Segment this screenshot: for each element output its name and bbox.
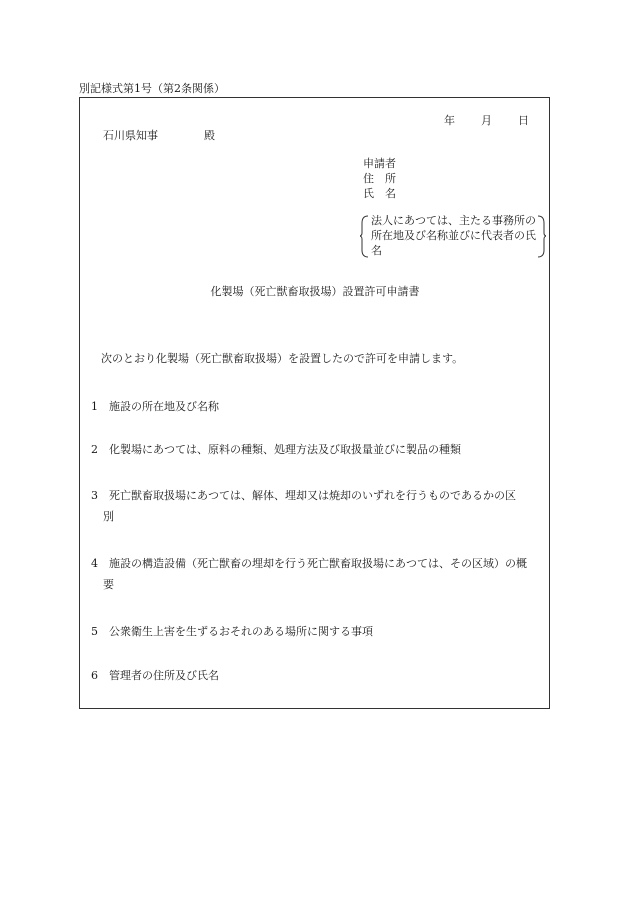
document-title: 化製場（死亡獣畜取扱場）設置許可申請書 <box>210 285 420 298</box>
addressee-name: 石川県知事 <box>103 129 158 142</box>
item-text-continuation: 別 <box>103 510 114 523</box>
item-number: 6 <box>91 669 98 682</box>
corporate-note <box>360 213 546 257</box>
item-text: 公衆衛生上害を生ずるおそれのある場所に関する事項 <box>109 625 373 638</box>
list-item <box>91 485 543 527</box>
date-line <box>0 112 529 128</box>
item-text: 施設の構造設備（死亡獣畜の埋却を行う死亡獣畜取扱場にあつては、その区域）の概 <box>109 557 527 570</box>
list-item <box>91 439 543 460</box>
form-number-label: 別記様式第1号（第2条関係） <box>79 82 225 95</box>
list-item <box>91 396 543 417</box>
item-number: 3 <box>91 489 98 502</box>
list-item <box>91 665 543 686</box>
corporate-note-text: 法人にあつては、主たる事務所の所在地及び名称並びに代表者の氏名 <box>371 214 536 257</box>
list-item <box>91 553 543 595</box>
date-day-label: 日 <box>518 114 529 127</box>
item-text-continuation: 要 <box>103 578 114 591</box>
date-month-label: 月 <box>481 114 492 127</box>
applicant-block <box>363 156 396 201</box>
item-number: 1 <box>91 400 98 413</box>
item-number: 2 <box>91 443 98 456</box>
item-number: 5 <box>91 625 98 638</box>
item-number: 4 <box>91 557 98 570</box>
item-text: 死亡獣畜取扱場にあつては、解体、埋却又は焼却のいずれを行うものであるかの区 <box>109 489 516 502</box>
intro-sentence: 次のとおり化製場（死亡獣畜取扱場）を設置したので許可を申請します。 <box>101 352 464 365</box>
addressee-honorific: 殿 <box>204 129 215 142</box>
address-label: 住 所 <box>363 172 396 185</box>
name-label: 氏 名 <box>363 187 396 200</box>
item-text: 管理者の住所及び氏名 <box>109 669 219 682</box>
date-year-label: 年 <box>444 114 455 127</box>
item-text: 化製場にあつては、原料の種類、処理方法及び取扱量並びに製品の種類 <box>109 443 461 456</box>
list-item <box>91 621 543 642</box>
applicant-heading: 申請者 <box>363 157 396 170</box>
item-text: 施設の所在地及び名称 <box>109 400 219 413</box>
